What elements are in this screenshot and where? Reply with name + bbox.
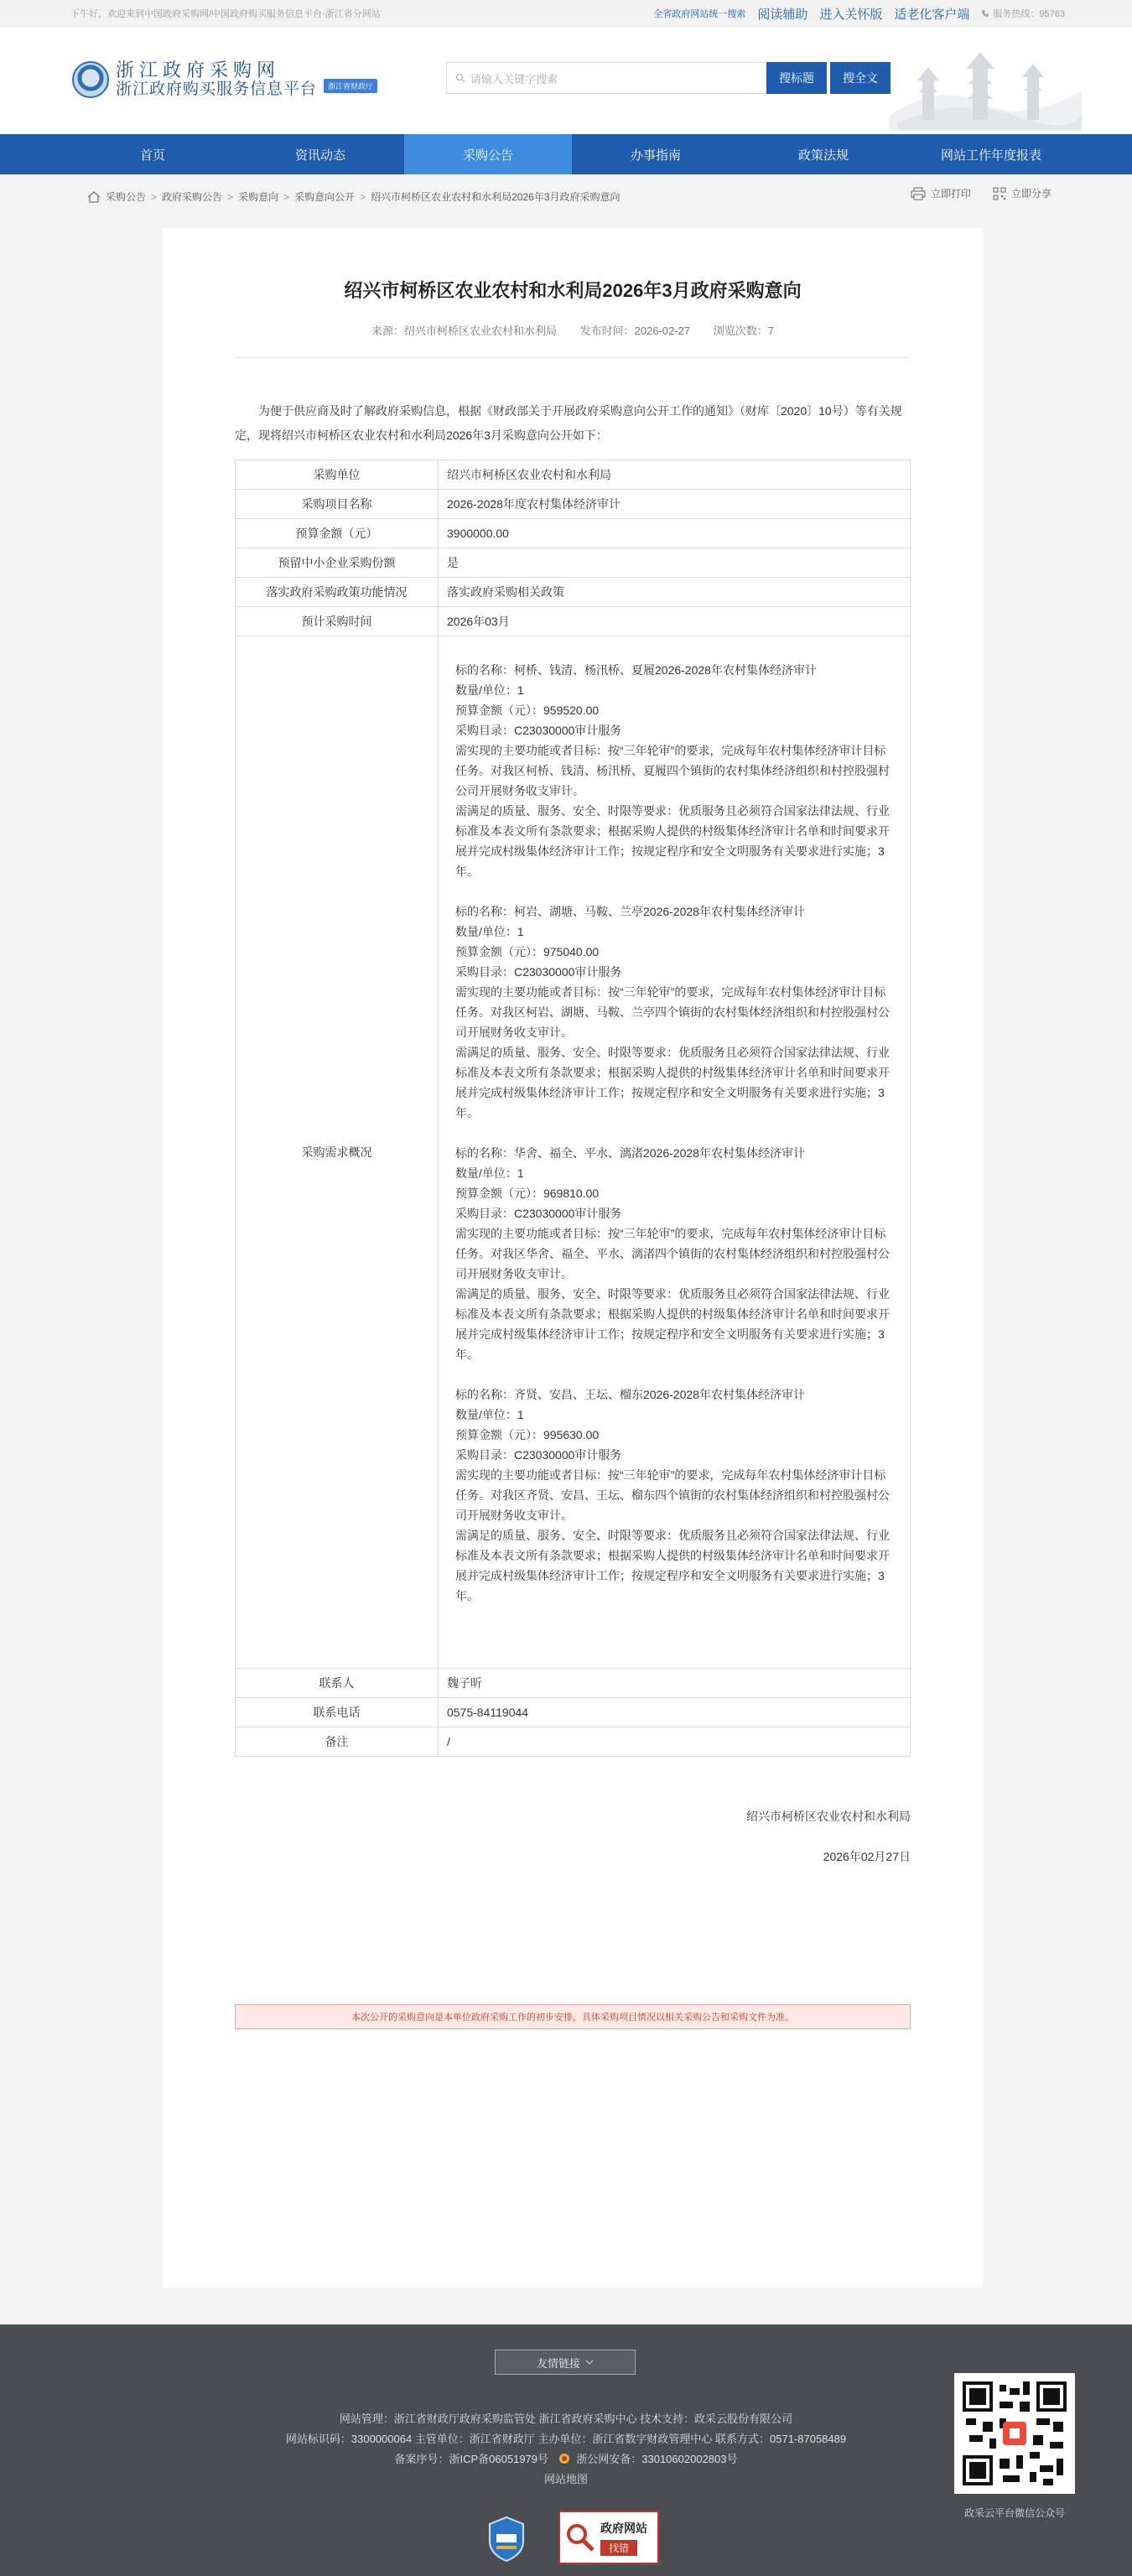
site-footer [0,2324,1132,2576]
article-card [163,228,983,2288]
badge-subtitle: 找错 [600,2540,637,2556]
search-title-button[interactable]: 搜标题 [766,62,827,94]
table-row [236,490,911,519]
article-views: 浏览次数：7 [713,325,774,337]
table-key: 联系人 [236,1669,439,1698]
table-value: 落实政府采购相关政策 [439,578,911,607]
lot-block [455,660,893,881]
lot-catalog: 采购目录：C23030000审计服务 [455,965,622,979]
site-logo[interactable] [72,60,377,99]
police-badge-icon [558,2453,570,2464]
table-row [236,1698,911,1727]
lot-quantity: 数量/单位：1 [455,1408,524,1421]
table-row [236,607,911,636]
lot-block [455,901,893,1123]
search-bar [446,62,891,94]
footer-management: 网站管理：浙江省财政厅政府采购监管处 浙江省政府采购中心 技术支持：政采云股份有限公司 [339,2412,793,2425]
breadcrumb-current: 绍兴市柯桥区农业农村和水利局2026年3月政府采购意向 [371,191,621,203]
table-row [236,460,911,490]
search-input[interactable] [446,62,766,94]
signature-org: 绍兴市柯桥区农业农村和水利局 [746,1810,911,1823]
table-key: 备注 [236,1727,439,1757]
lot-quantity: 数量/单位：1 [455,925,524,938]
search-fulltext-button[interactable]: 搜全文 [830,62,891,94]
lot-budget: 预算金额（元）：959520.00 [455,704,600,717]
lot-name: 标的名称：华舍、福全、平水、漓渚2026-2028年农村集体经济审计 [455,1146,805,1160]
disclaimer-notice: 本次公开的采购意向是本单位政府采购工作的初步安排，具体采购项目情况以相关采购公告和采购文件为准。 [235,2004,911,2029]
logo-tag: 浙江省财政厅 [324,79,377,93]
unified-search-link[interactable]: 全省政府网站统一搜索 [653,9,746,19]
lot-requirements: 需满足的质量、服务、安全、时限等要求：优质服务且必须符合国家法律法规、行业标准及本表文所有条款要求；根据采购人提供的村级集体经济审计名单和时间要求开展并完成村级集体经济审计工作；按规定程序和安全文明服务有关要求进行实施；3年。 [455,1046,890,1119]
lot-budget: 预算金额（元）：975040.00 [455,945,600,958]
table-key: 采购需求概况 [236,636,439,1669]
footer-icp-link[interactable]: 备案序号：浙ICP备06051979号 [394,2453,549,2465]
friend-links-select[interactable] [495,2350,636,2375]
logo-subtitle: 浙江政府购买服务信息平台 [116,80,318,98]
divider [235,357,911,358]
share-label: 立即分享 [1010,188,1052,200]
table-row [236,1669,911,1698]
home-icon[interactable] [87,191,101,203]
article-title: 绍兴市柯桥区农业农村和水利局2026年3月政府采购意向 [344,280,802,301]
article-source: 来源：绍兴市柯桥区农业农村和水利局 [371,325,558,337]
print-button[interactable] [911,186,971,200]
print-label: 立即打印 [930,188,971,200]
lot-name: 标的名称：柯岩、湖塘、马鞍、兰亭2026-2028年农村集体经济审计 [455,905,805,918]
main-nav [0,134,1132,174]
footer-identifier: 网站标识码：3300000064 主管单位：浙江省财政厅 主办单位：浙江省数字财政管理中心 联系方式：0571-87058489 [285,2433,847,2445]
hotline-text: 服务热线：95763 [993,9,1065,19]
nav-news[interactable]: 资讯动态 [294,148,345,163]
lot-quantity: 数量/单位：1 [455,1166,524,1180]
breadcrumb-bar [0,174,1132,218]
breadcrumb-item[interactable]: 采购意向 [238,191,279,203]
lot-block [455,1143,893,1364]
gov-website-error-report-badge[interactable] [558,2511,659,2564]
lot-goal: 需实现的主要功能或者目标：按“三年轮审”的要求，完成每年农村集体经济审计目标任务。对我区柯桥、钱清、杨汛桥、夏履四个镇街的农村集体经济组织和村控股强村公司开展财务收支审计。 [455,744,890,797]
search-placeholder: 请输入关键字搜索 [470,72,558,86]
table-value: 魏子昕 [439,1669,911,1698]
footer-police-link[interactable]: 浙公网安备：33010602002803号 [576,2453,738,2465]
table-row [236,548,911,578]
lot-budget: 预算金额（元）：995630.00 [455,1428,600,1441]
lot-catalog: 采购目录：C23030000审计服务 [455,1448,622,1462]
table-value: 2026-2028年度农村集体经济审计 [439,490,911,519]
lot-requirements: 需满足的质量、服务、安全、时限等要求：优质服务且必须符合国家法律法规、行业标准及本表文所有条款要求；根据采购人提供的村级集体经济审计名单和时间要求开展并完成村级集体经济审计工作；按规定程序和安全文明服务有关要求进行实施；3年。 [455,1287,890,1361]
signature-date: 2026年02月27日 [823,1850,911,1863]
table-value: 2026年03月 [439,607,911,636]
nav-home[interactable]: 首页 [139,148,165,163]
qr-code-label: 政采云平台微信公众号 [963,2507,1065,2519]
qrcode-icon [959,2378,1070,2489]
breadcrumb-item[interactable]: 采购意向公开 [294,191,356,203]
qrcode-share-icon [993,187,1006,200]
phone-icon [981,9,989,18]
reading-aid-link[interactable]: 阅读辅助 [757,7,808,22]
lot-quantity: 数量/单位：1 [455,683,524,697]
share-button[interactable] [993,186,1052,200]
article-meta [163,322,983,338]
friend-links-label: 友情链接 [536,2356,580,2370]
table-key: 落实政府采购政策功能情况 [236,578,439,607]
pagoda-decoration [889,32,1082,131]
breadcrumb-item[interactable]: 政府采购公告 [162,191,223,203]
breadcrumb-item[interactable]: 采购公告 [106,191,147,203]
care-version-link[interactable]: 进入关怀版 [819,7,883,22]
table-key: 预留中小企业采购份额 [236,548,439,578]
lot-block [455,1384,893,1606]
lot-catalog: 采购目录：C23030000审计服务 [455,724,622,737]
nav-guide[interactable]: 办事指南 [630,148,681,163]
qr-code-image [954,2373,1075,2494]
magnifier-icon [565,2522,595,2553]
breadcrumb: 采购公告 > 政府采购公告 > 采购意向 > 采购意向公开 > 绍兴市柯桥区农业农村和水利局2026年3月政府采购意向 [87,190,621,204]
welcome-text: 下午好，欢迎来到中国政府采购网/中国政府购买服务信息平台-浙江省分网站 [70,9,381,19]
logo-emblem-icon [72,61,109,98]
article-intro: 为便于供应商及时了解政府采购信息，根据《财政部关于开展政府采购意向公开工作的通知》（财库〔2020〕10号）等有关规定，现将绍兴市柯桥区农业农村和水利局2026年3月采购意向公开如下： [235,404,902,442]
badge-title: 政府网站 [600,2521,647,2535]
nav-annual-report[interactable]: 网站工作年度报表 [940,148,1041,163]
top-bar [0,0,1132,27]
site-header [0,27,1132,134]
lot-goal: 需实现的主要功能或者目标：按“三年轮审”的要求，完成每年农村集体经济审计目标任务。对我区柯岩、湖塘、马鞍、兰亭四个镇街的农村集体经济组织和村控股强村公司开展财务收支审计。 [455,985,890,1039]
intent-table [235,460,911,1757]
table-key: 采购单位 [236,460,439,490]
party-gov-badge-icon[interactable] [486,2516,527,2563]
table-value: 绍兴市柯桥区农业农村和水利局 [439,460,911,490]
table-row [236,636,911,1669]
lot-goal: 需实现的主要功能或者目标：按“三年轮审”的要求，完成每年农村集体经济审计目标任务。对我区华舍、福全、平水、漓渚四个镇街的农村集体经济组织和村控股强村公司开展财务收支审计。 [455,1227,890,1280]
table-row [236,578,911,607]
table-value: 是 [439,548,911,578]
lot-requirements: 需满足的质量、服务、安全、时限等要求：优质服务且必须符合国家法律法规、行业标准及本表文所有条款要求；根据采购人提供的村级集体经济审计名单和时间要求开展并完成村级集体经济审计工作；按规定程序和安全文明服务有关要求进行实施；3年。 [455,1529,890,1602]
elder-version-link[interactable]: 适老化客户端 [894,7,970,22]
table-key: 采购项目名称 [236,490,439,519]
lot-budget: 预算金额（元）：969810.00 [455,1187,600,1200]
table-key: 联系电话 [236,1698,439,1727]
footer-sitemap[interactable]: 网站地图 [543,2473,588,2485]
table-value: 0575-84119044 [439,1698,911,1727]
hotline [981,7,1065,20]
article-publish-time: 发布时间：2026-02-27 [579,325,691,337]
table-value: 3900000.00 [439,519,911,548]
table-value: / [439,1727,911,1757]
nav-announcements[interactable]: 采购公告 [404,134,572,174]
search-icon [455,73,465,83]
nav-policy[interactable]: 政策法规 [797,148,849,163]
lot-goal: 需实现的主要功能或者目标：按“三年轮审”的要求，完成每年农村集体经济审计目标任务。对我区齐贤、安昌、王坛、榴东四个镇街的农村集体经济组织和村控股强村公司开展财务收支审计。 [455,1468,890,1522]
lot-name: 标的名称：齐贤、安昌、王坛、榴东2026-2028年农村集体经济审计 [455,1388,805,1401]
lot-requirements: 需满足的质量、服务、安全、时限等要求：优质服务且必须符合国家法律法规、行业标准及本表文所有条款要求；根据采购人提供的村级集体经济审计名单和时间要求开展并完成村级集体经济审计工作；按规定程序和安全文明服务有关要求进行实施；3年。 [455,804,890,878]
lot-catalog: 采购目录：C23030000审计服务 [455,1207,622,1220]
table-key: 预计采购时间 [236,607,439,636]
lot-name: 标的名称：柯桥、钱清、杨汛桥、夏履2026-2028年农村集体经济审计 [455,663,817,677]
printer-icon [911,187,926,200]
table-row [236,519,911,548]
requirements-detail [439,636,911,1669]
logo-title: 浙江政府采购网 [116,60,281,80]
table-key: 预算金额（元） [236,519,439,548]
chevron-down-icon [585,2360,594,2365]
table-row [236,1727,911,1757]
